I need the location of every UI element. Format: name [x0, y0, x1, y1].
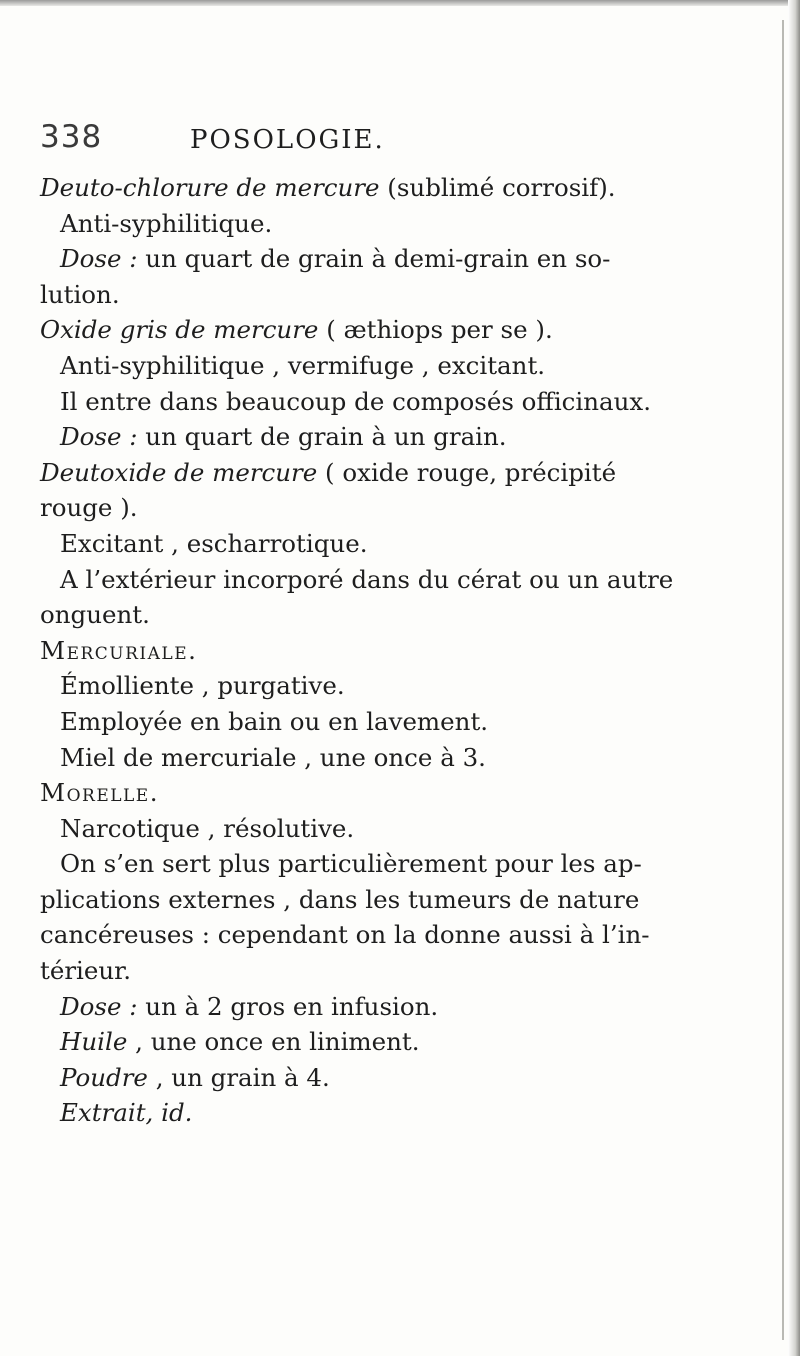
- text-continuation: [40, 597, 780, 633]
- page-number: 338: [40, 119, 103, 155]
- entry-preparation: [40, 1095, 780, 1131]
- entry-heading-deutoxide: [40, 455, 780, 491]
- text-line: A l’extérieur incorporé dans du cérat ou un autre: [60, 564, 674, 594]
- entry-gloss: ( æthiops per se ).: [318, 315, 553, 345]
- scan-edge-line: [782, 20, 784, 1340]
- scan-edge-right: [788, 0, 800, 1356]
- text-line: Excitant , escharrotique.: [60, 528, 368, 558]
- entry-term: Oxide gris de mercure: [40, 315, 319, 345]
- dose-text: un quart de grain à demi-grain en so-: [137, 244, 611, 274]
- text-continuation: [40, 953, 780, 989]
- book-page: [40, 0, 780, 1356]
- entry-term: Mercuriale.: [40, 635, 198, 665]
- entry-preparation: [40, 1024, 780, 1060]
- text-continuation: [40, 917, 780, 953]
- dose-text: un quart de grain à un grain.: [137, 422, 507, 452]
- entry-heading-morelle: [40, 775, 780, 811]
- entry-term: Deuto-chlorure de mercure: [40, 173, 380, 202]
- text-line: Il entre dans beaucoup de composés officinaux.: [60, 386, 652, 416]
- text-line: Anti-syphilitique , vermifuge , excitant.: [60, 350, 546, 380]
- entry-property: [40, 348, 780, 384]
- running-head: [40, 119, 780, 163]
- entry-term: Deutoxide de mercure: [40, 457, 318, 487]
- entry-preparation: [40, 1060, 780, 1096]
- entry-note: [40, 562, 780, 598]
- text-line: Narcotique , résolutive.: [60, 813, 355, 843]
- preparation-text: , une once en liniment.: [127, 1027, 420, 1057]
- text-line: Émolliente , purgative.: [60, 671, 345, 701]
- preparation-text: , id.: [145, 1098, 193, 1128]
- entry-heading-oxide-gris: [40, 312, 780, 348]
- entry-note: [40, 384, 780, 420]
- text-continuation: [40, 882, 780, 918]
- preparation-label: Poudre: [60, 1062, 148, 1092]
- entry-term: Morelle.: [40, 778, 160, 808]
- entry-property: [40, 526, 780, 562]
- entry-note: [40, 704, 780, 740]
- entry-gloss: (sublimé corrosif).: [379, 173, 616, 202]
- text-line: On s’en sert plus particulièrement pour les ap-: [60, 849, 642, 879]
- text-line: cancéreuses : cependant on la donne aussi à l’in-: [40, 920, 650, 950]
- preparation-text: , un grain à 4.: [147, 1062, 330, 1092]
- text-line: Anti-syphilitique.: [60, 208, 273, 238]
- text-line: rouge ).: [40, 493, 138, 523]
- dose-label: Dose :: [60, 244, 138, 274]
- entry-property: [40, 668, 780, 704]
- entry-note: [40, 846, 780, 882]
- preparation-label: Extrait: [60, 1098, 146, 1128]
- entry-gloss: ( oxide rouge, précipité: [317, 457, 617, 487]
- entry-heading-deuto-chlorure: [40, 170, 780, 206]
- dose-label: Dose :: [60, 422, 138, 452]
- text-line: térieur.: [40, 956, 131, 986]
- entry-dose: [40, 740, 780, 776]
- dose-label: Dose :: [60, 991, 138, 1021]
- text-line: lution.: [40, 279, 120, 309]
- entry-dose: [40, 989, 780, 1025]
- entry-dose: [40, 419, 780, 455]
- entry-dose: [40, 241, 780, 277]
- entries: [40, 170, 780, 1131]
- preparation-label: Huile: [60, 1027, 128, 1057]
- entry-property: [40, 811, 780, 847]
- text-line: onguent.: [40, 600, 150, 630]
- running-title: POSOLOGIE.: [190, 125, 385, 155]
- text-line: Employée en bain ou en lavement.: [60, 706, 489, 736]
- entry-property: [40, 206, 780, 242]
- text-continuation: [40, 277, 780, 313]
- entry-heading-mercuriale: [40, 633, 780, 669]
- dose-text: un à 2 gros en infusion.: [137, 991, 439, 1021]
- text-line: plications externes , dans les tumeurs de nature: [40, 884, 640, 914]
- text-line: Miel de mercuriale , une once à 3.: [60, 742, 486, 772]
- text-continuation: [40, 490, 780, 526]
